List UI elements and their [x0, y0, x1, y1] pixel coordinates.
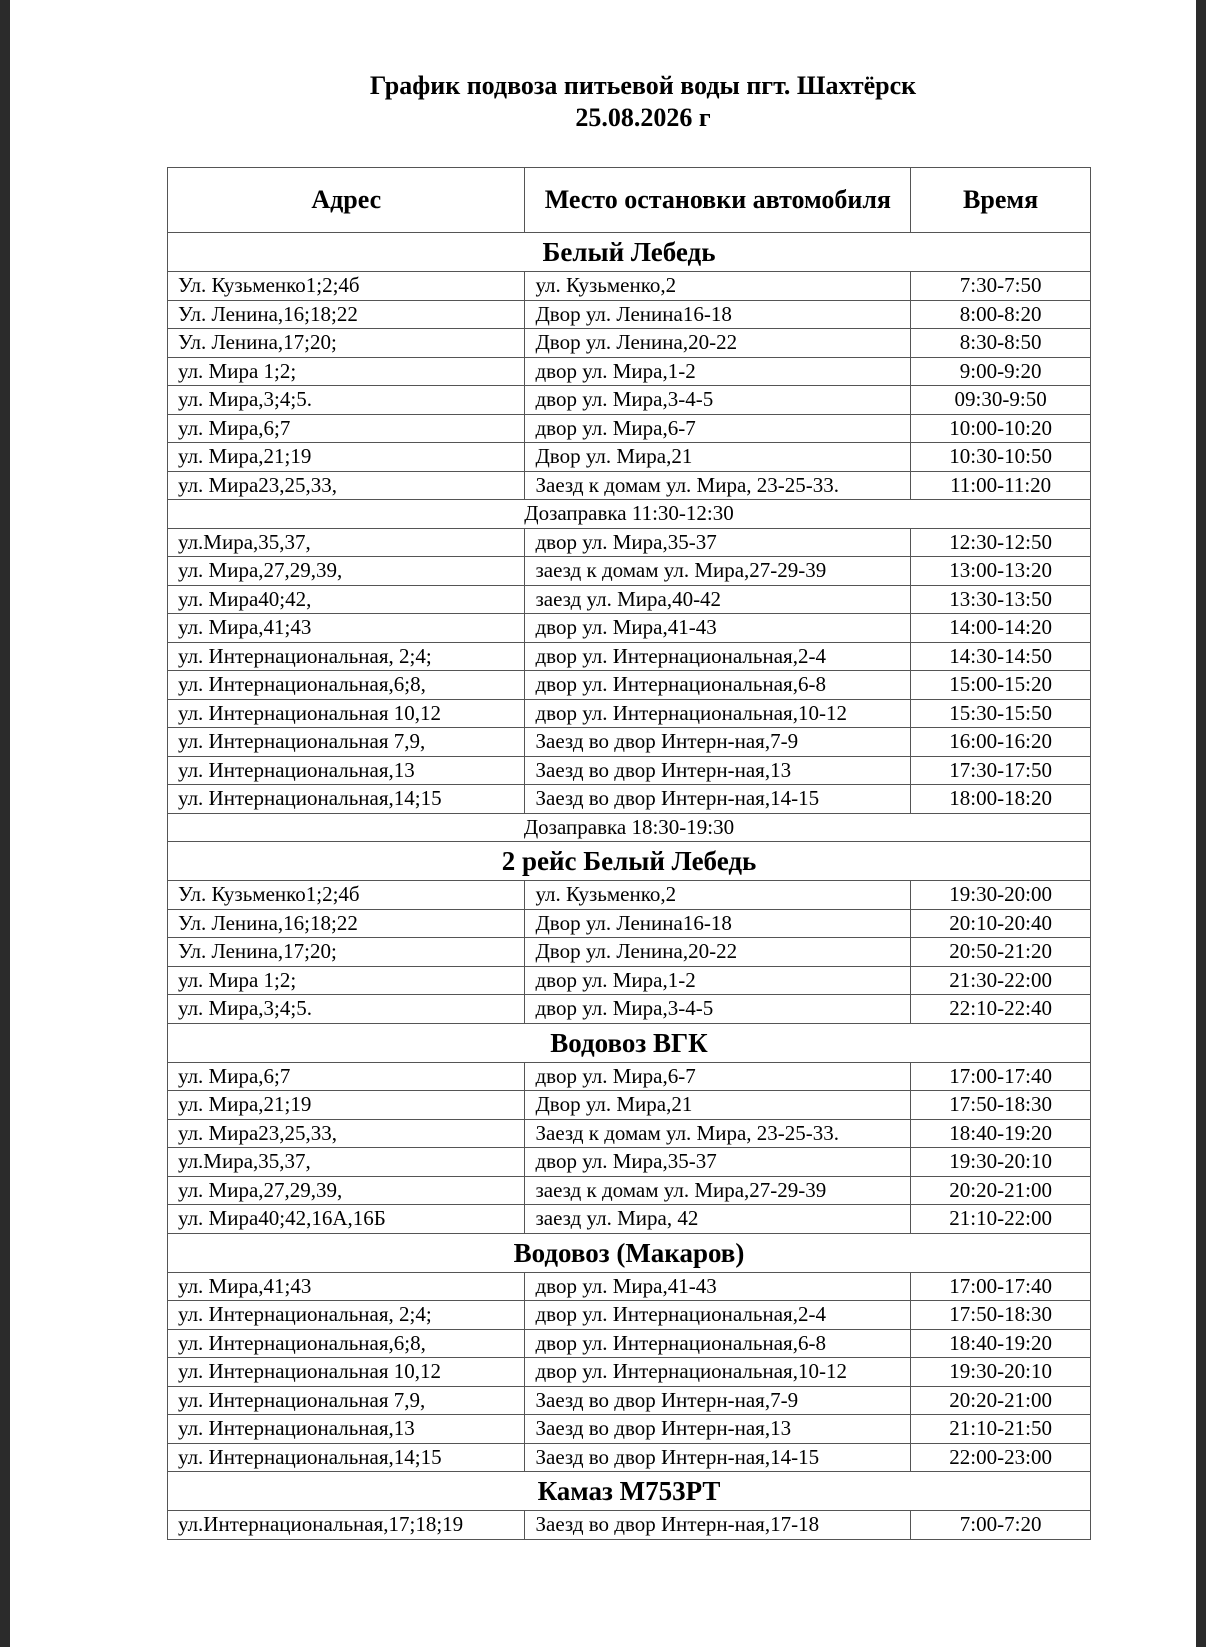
time-cell: 17:00-17:40	[911, 1062, 1091, 1091]
table-row	[168, 1205, 1091, 1234]
stop-cell: двор ул. Мира,3-4-5	[525, 386, 911, 415]
stop-cell: двор ул. Интернациональная,6-8	[525, 1329, 911, 1358]
table-row	[168, 995, 1091, 1024]
time-cell: 14:30-14:50	[911, 642, 1091, 671]
address-cell: ул. Интернациональная 7,9,	[168, 728, 525, 757]
time-cell: 10:30-10:50	[911, 443, 1091, 472]
address-cell: ул. Интернациональная,6;8,	[168, 1329, 525, 1358]
table-row	[168, 386, 1091, 415]
address-cell: ул.Интернациональная,17;18;19	[168, 1511, 525, 1540]
header-row	[168, 168, 1091, 233]
time-cell: 17:50-18:30	[911, 1301, 1091, 1330]
stop-cell: двор ул. Интернациональная,2-4	[525, 642, 911, 671]
table-row	[168, 881, 1091, 910]
time-cell: 20:20-21:00	[911, 1176, 1091, 1205]
stop-cell: двор ул. Интернациональная,6-8	[525, 671, 911, 700]
table-row	[168, 471, 1091, 500]
time-cell: 19:30-20:10	[911, 1148, 1091, 1177]
section-title: Камаз М753РТ	[168, 1472, 1091, 1511]
address-cell: ул. Мира23,25,33,	[168, 1119, 525, 1148]
address-cell: ул. Мира 1;2;	[168, 357, 525, 386]
table-row	[168, 528, 1091, 557]
table-row	[168, 671, 1091, 700]
stop-cell: двор ул. Мира,1-2	[525, 966, 911, 995]
section-title: Водовоз (Макаров)	[168, 1233, 1091, 1272]
address-cell: ул. Интернациональная,14;15	[168, 785, 525, 814]
address-cell: ул. Мира,6;7	[168, 1062, 525, 1091]
title-line-1: График подвоза питьевой воды пгт. Шахтёрск	[369, 71, 917, 100]
table-row	[168, 728, 1091, 757]
table-row	[168, 329, 1091, 358]
table-row	[168, 1386, 1091, 1415]
time-cell: 21:10-22:00	[911, 1205, 1091, 1234]
stop-cell: Заезд во двор Интерн-ная,14-15	[525, 785, 911, 814]
address-cell: ул. Мира,41;43	[168, 1272, 525, 1301]
header-time: Время	[911, 168, 1091, 233]
time-cell: 13:30-13:50	[911, 585, 1091, 614]
stop-cell: двор ул. Мира,1-2	[525, 357, 911, 386]
time-cell: 11:00-11:20	[911, 471, 1091, 500]
time-cell: 17:30-17:50	[911, 756, 1091, 785]
table-row	[168, 1272, 1091, 1301]
table-row	[168, 1511, 1091, 1540]
time-cell: 22:10-22:40	[911, 995, 1091, 1024]
address-cell: ул. Интернациональная, 2;4;	[168, 642, 525, 671]
document-title	[10, 70, 1206, 134]
table-row	[168, 1148, 1091, 1177]
header-address: Адрес	[168, 168, 525, 233]
stop-cell: Заезд во двор Интерн-ная,17-18	[525, 1511, 911, 1540]
stop-cell: двор ул. Мира,35-37	[525, 1148, 911, 1177]
refuel-note: Дозаправка 11:30-12:30	[168, 500, 1091, 529]
stop-cell: двор ул. Мира,35-37	[525, 528, 911, 557]
address-cell: ул. Мира23,25,33,	[168, 471, 525, 500]
address-cell: Ул. Кузьменко1;2;4б	[168, 272, 525, 301]
stop-cell: двор ул. Интернациональная,10-12	[525, 1358, 911, 1387]
time-cell: 19:30-20:10	[911, 1358, 1091, 1387]
table-row	[168, 966, 1091, 995]
stop-cell: ул. Кузьменко,2	[525, 272, 911, 301]
refuel-row	[168, 500, 1091, 529]
address-cell: ул. Интернациональная,14;15	[168, 1443, 525, 1472]
header-stop: Место остановки автомобиля	[525, 168, 911, 233]
time-cell: 17:50-18:30	[911, 1091, 1091, 1120]
table-row	[168, 1176, 1091, 1205]
address-cell: ул. Мира,41;43	[168, 614, 525, 643]
time-cell: 14:00-14:20	[911, 614, 1091, 643]
stop-cell: двор ул. Мира,41-43	[525, 1272, 911, 1301]
stop-cell: Заезд во двор Интерн-ная,14-15	[525, 1443, 911, 1472]
address-cell: ул. Мира 1;2;	[168, 966, 525, 995]
address-cell: ул. Мира40;42,16А,16Б	[168, 1205, 525, 1234]
section-row	[168, 1023, 1091, 1062]
time-cell: 15:00-15:20	[911, 671, 1091, 700]
time-cell: 18:40-19:20	[911, 1329, 1091, 1358]
stop-cell: двор ул. Мира,6-7	[525, 1062, 911, 1091]
address-cell: ул. Мира,21;19	[168, 443, 525, 472]
time-cell: 20:20-21:00	[911, 1386, 1091, 1415]
table-row	[168, 357, 1091, 386]
address-cell: Ул. Ленина,16;18;22	[168, 909, 525, 938]
time-cell: 20:50-21:20	[911, 938, 1091, 967]
table-row	[168, 1091, 1091, 1120]
time-cell: 10:00-10:20	[911, 414, 1091, 443]
address-cell: ул. Интернациональная,6;8,	[168, 671, 525, 700]
stop-cell: двор ул. Мира,41-43	[525, 614, 911, 643]
table-row	[168, 300, 1091, 329]
address-cell: ул. Мира,3;4;5.	[168, 995, 525, 1024]
table-row	[168, 1119, 1091, 1148]
table-row	[168, 1358, 1091, 1387]
address-cell: ул. Мира,27,29,39,	[168, 1176, 525, 1205]
stop-cell: Заезд к домам ул. Мира, 23-25-33.	[525, 471, 911, 500]
time-cell: 22:00-23:00	[911, 1443, 1091, 1472]
table-row	[168, 756, 1091, 785]
refuel-note: Дозаправка 18:30-19:30	[168, 813, 1091, 842]
time-cell: 19:30-20:00	[911, 881, 1091, 910]
schedule-body	[168, 233, 1091, 1540]
stop-cell: заезд ул. Мира, 42	[525, 1205, 911, 1234]
address-cell: ул. Мира40;42,	[168, 585, 525, 614]
section-title: Белый Лебедь	[168, 233, 1091, 272]
title-line-2: 25.08.2026 г	[575, 103, 711, 132]
time-cell: 8:00-8:20	[911, 300, 1091, 329]
address-cell: ул. Мира,3;4;5.	[168, 386, 525, 415]
stop-cell: Двор ул. Мира,21	[525, 443, 911, 472]
time-cell: 8:30-8:50	[911, 329, 1091, 358]
time-cell: 15:30-15:50	[911, 699, 1091, 728]
stop-cell: двор ул. Мира,3-4-5	[525, 995, 911, 1024]
section-row	[168, 1233, 1091, 1272]
table-row	[168, 585, 1091, 614]
stop-cell: Двор ул. Мира,21	[525, 1091, 911, 1120]
time-cell: 18:00-18:20	[911, 785, 1091, 814]
stop-cell: Заезд во двор Интерн-ная,13	[525, 1415, 911, 1444]
address-cell: ул.Мира,35,37,	[168, 1148, 525, 1177]
time-cell: 21:30-22:00	[911, 966, 1091, 995]
address-cell: Ул. Кузьменко1;2;4б	[168, 881, 525, 910]
section-title: Водовоз ВГК	[168, 1023, 1091, 1062]
stop-cell: Заезд во двор Интерн-ная,7-9	[525, 728, 911, 757]
address-cell: ул. Интернациональная 10,12	[168, 699, 525, 728]
table-row	[168, 1062, 1091, 1091]
address-cell: ул. Мира,6;7	[168, 414, 525, 443]
stop-cell: Двор ул. Ленина,20-22	[525, 329, 911, 358]
table-row	[168, 642, 1091, 671]
stop-cell: заезд ул. Мира,40-42	[525, 585, 911, 614]
table-row	[168, 1415, 1091, 1444]
stop-cell: Двор ул. Ленина16-18	[525, 909, 911, 938]
address-cell: ул. Интернациональная 10,12	[168, 1358, 525, 1387]
time-cell: 9:00-9:20	[911, 357, 1091, 386]
table-row	[168, 938, 1091, 967]
section-row	[168, 842, 1091, 881]
stop-cell: заезд к домам ул. Мира,27-29-39	[525, 557, 911, 586]
section-title: 2 рейс Белый Лебедь	[168, 842, 1091, 881]
address-cell: ул. Мира,27,29,39,	[168, 557, 525, 586]
stop-cell: двор ул. Мира,6-7	[525, 414, 911, 443]
stop-cell: Заезд во двор Интерн-ная,13	[525, 756, 911, 785]
time-cell: 16:00-16:20	[911, 728, 1091, 757]
table-row	[168, 1329, 1091, 1358]
address-cell: Ул. Ленина,16;18;22	[168, 300, 525, 329]
time-cell: 7:00-7:20	[911, 1511, 1091, 1540]
stop-cell: двор ул. Интернациональная,2-4	[525, 1301, 911, 1330]
time-cell: 7:30-7:50	[911, 272, 1091, 301]
address-cell: ул. Интернациональная 7,9,	[168, 1386, 525, 1415]
time-cell: 13:00-13:20	[911, 557, 1091, 586]
table-row	[168, 785, 1091, 814]
time-cell: 18:40-19:20	[911, 1119, 1091, 1148]
table-row	[168, 272, 1091, 301]
table-row	[168, 1301, 1091, 1330]
address-cell: Ул. Ленина,17;20;	[168, 938, 525, 967]
address-cell: ул. Мира,21;19	[168, 1091, 525, 1120]
section-row	[168, 233, 1091, 272]
table-row	[168, 557, 1091, 586]
section-row	[168, 1472, 1091, 1511]
table-row	[168, 414, 1091, 443]
address-cell: ул.Мира,35,37,	[168, 528, 525, 557]
time-cell: 20:10-20:40	[911, 909, 1091, 938]
address-cell: ул. Интернациональная,13	[168, 756, 525, 785]
address-cell: ул. Интернациональная,13	[168, 1415, 525, 1444]
table-row	[168, 699, 1091, 728]
time-cell: 21:10-21:50	[911, 1415, 1091, 1444]
stop-cell: Двор ул. Ленина16-18	[525, 300, 911, 329]
time-cell: 12:30-12:50	[911, 528, 1091, 557]
refuel-row	[168, 813, 1091, 842]
table-row	[168, 1443, 1091, 1472]
address-cell: Ул. Ленина,17;20;	[168, 329, 525, 358]
stop-cell: Заезд во двор Интерн-ная,7-9	[525, 1386, 911, 1415]
schedule-table	[167, 167, 1091, 1540]
table-row	[168, 443, 1091, 472]
table-row	[168, 614, 1091, 643]
time-cell: 09:30-9:50	[911, 386, 1091, 415]
stop-cell: двор ул. Интернациональная,10-12	[525, 699, 911, 728]
stop-cell: Двор ул. Ленина,20-22	[525, 938, 911, 967]
stop-cell: заезд к домам ул. Мира,27-29-39	[525, 1176, 911, 1205]
stop-cell: ул. Кузьменко,2	[525, 881, 911, 910]
table-row	[168, 909, 1091, 938]
address-cell: ул. Интернациональная, 2;4;	[168, 1301, 525, 1330]
time-cell: 17:00-17:40	[911, 1272, 1091, 1301]
stop-cell: Заезд к домам ул. Мира, 23-25-33.	[525, 1119, 911, 1148]
